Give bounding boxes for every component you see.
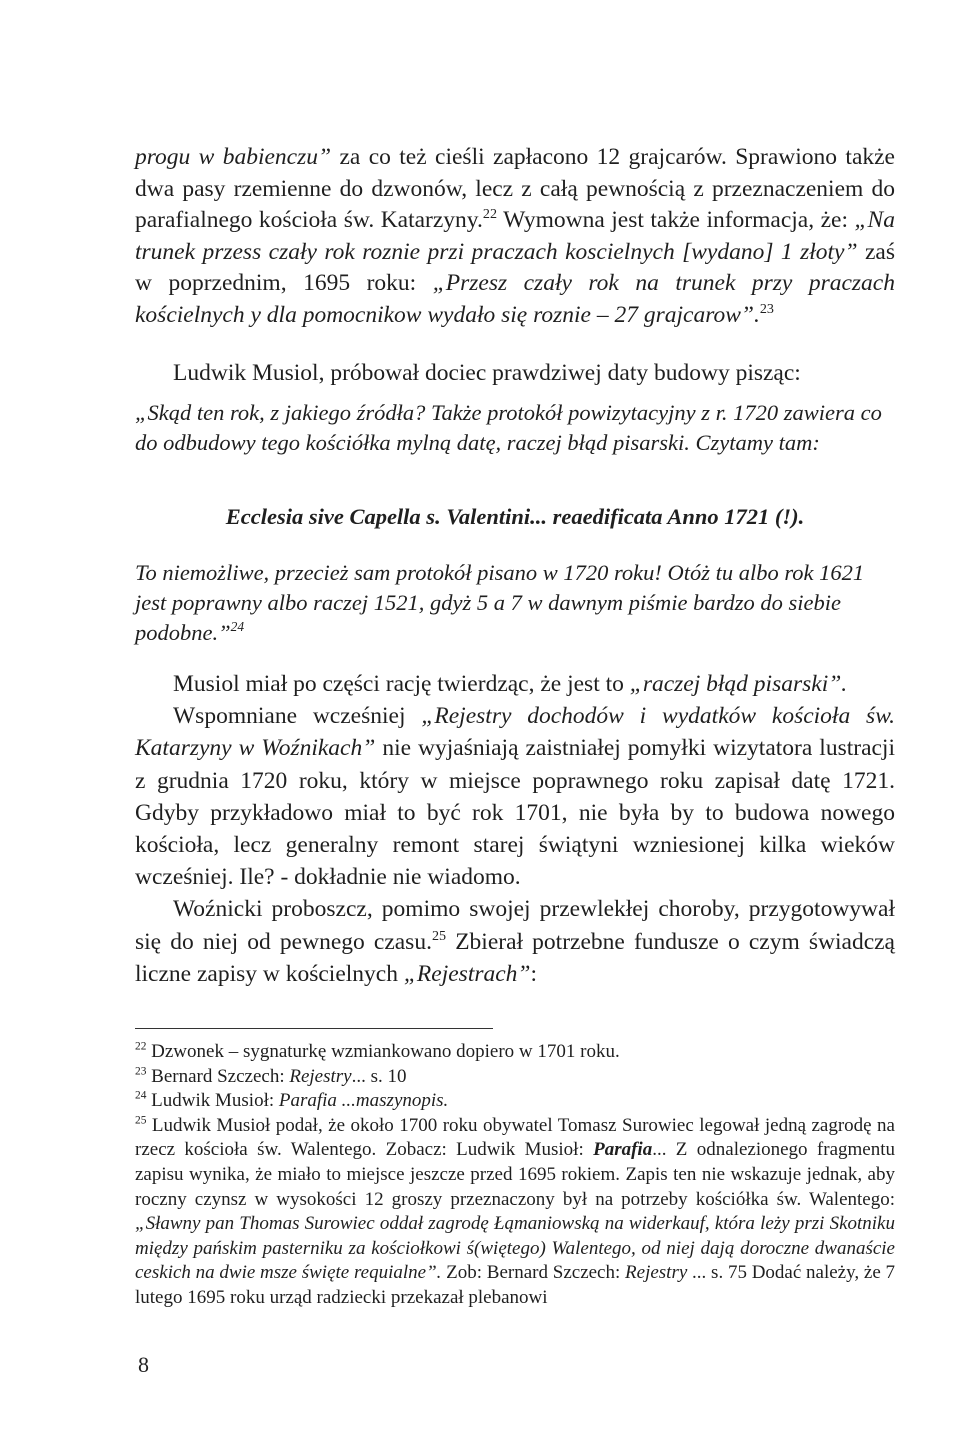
- quote-block-1: „Skąd ten rok, z jakiego źródła? Także protokół powizytacyjny z r. 1720 zawiera co do odbudowy tego kościółka mylną datę, raczej błąd pisarski. Czytamy tam:: [135, 400, 882, 455]
- text-run: Zob: Bernard Szczech:: [441, 1262, 626, 1284]
- text-run: :: [530, 960, 538, 987]
- text-run: ... s. 10: [351, 1065, 407, 1087]
- paragraph-1: [135, 142, 895, 332]
- text-run: Musiol miał po części rację twierdząc, że jest to: [173, 671, 630, 697]
- quote-block-2: [135, 558, 895, 648]
- footnote-ref: 24: [135, 1089, 147, 1102]
- text-run: Zbierał potrzebne fundusze o czym świadczą liczne zapisy w kościelnych: [135, 928, 895, 987]
- text-run: Ludwik Musioł podał, że około 1700 roku obywatel Tomasz Surowiec legował jedną zagrodę na rzecz kościoła św. Walentego. Zobacz: Ludwik Musioł:: [135, 1114, 895, 1161]
- footnote-25: [135, 1114, 895, 1311]
- text-run: Bernard Szczech:: [146, 1065, 290, 1087]
- text-run: Woźnicki proboszcz, pomimo swojej przewlekłej choroby, przygotowywał się do niej od pewnego czasu.: [135, 896, 895, 955]
- italic-text-run: „Rejestrach”: [403, 960, 531, 987]
- page-number: 8: [138, 1352, 149, 1377]
- quote-block-latin: Ecclesia sive Capella s. Valentini... reaedificata Anno 1721 (!).: [225, 504, 805, 529]
- text-run: Ludwik Musioł:: [146, 1090, 279, 1112]
- paragraph-3: [135, 668, 895, 990]
- text-run: Dzwonek – sygnaturkę wzmiankowano dopiero w 1701 roku.: [146, 1041, 620, 1062]
- paragraph-2: Ludwik Musiol, próbował dociec prawdziwej daty budowy pisząc:: [173, 360, 801, 386]
- text-run: Wspomniane wcześniej: [173, 703, 422, 730]
- italic-text-run: Rejestry: [625, 1262, 688, 1284]
- footnote-ref: 22: [135, 1040, 147, 1053]
- text-run: ... s. 75 Dodać należy, że 7 lutego 1695 roku urząd radziecki przekazał plebanowi: [135, 1262, 896, 1308]
- italic-text-run: Parafia: [593, 1139, 653, 1161]
- quote-block-2-text: To niemożliwe, przecież sam protokół pisano w 1720 roku! Otóż tu albo rok 1621 jest poprawny albo raczej 1521, gdyż 5 a 7 w dawnym piśmie bardzo do siebie podobne.”: [135, 560, 865, 645]
- italic-text-run: „Przesz czały rok na trunek przy praczach kościelnych y dla pomocnikow wydało się roznie – 27 grajcarow”.: [135, 270, 895, 328]
- footnote-22: [135, 1040, 895, 1065]
- footnote-ref: 22: [482, 206, 497, 223]
- text-run: ... Z odnalezionego fragmentu zapisu wynika, że miało to miejsce jeszcze przed 1695 rokiem. Zapis ten nie wskazuje jednak, aby roczny czynsz w wysokości 12 groszy przeznaczony był na potrzeby kościółka św. Walentego:: [135, 1139, 895, 1210]
- italic-text-run: „raczej błąd pisarski”.: [629, 671, 848, 697]
- footnote-ref-24: 24: [230, 619, 245, 635]
- italic-text-run: progu w babienczu”: [135, 144, 332, 170]
- italic-text-run: Rejestry: [289, 1065, 352, 1087]
- footnote-ref: 25: [431, 927, 447, 944]
- footnote-ref: 23: [135, 1065, 147, 1078]
- text-run: Wymowna jest także informacja, że:: [497, 207, 855, 234]
- footnote-ref: 25: [135, 1114, 147, 1127]
- italic-text-run: „Rejestry dochodów i wydatków kościoła św. Katarzyny w Woźnikach”: [135, 703, 895, 762]
- footnote-23: [135, 1065, 895, 1090]
- text-run: za co też cieśli zapłacono 12 grajcarów. Sprawiono także dwa pasy rzemienne do dzwonów, lecz z całą pewnością z przeznaczeniem do parafialnego kościoła św. Katarzyny.: [135, 144, 895, 234]
- italic-text-run: Parafia ...maszynopis.: [278, 1090, 449, 1112]
- italic-text-run: „Sławny pan Thomas Surowiec oddał zagrodę Łąmaniowską na widerkauf, która leży przi Skotniku między pańskim pasterniku za kościołkowi ś(więtego) Walentego, od niej dają doroczne dwanaście ceskich na dwie msze święte requialne”.: [135, 1213, 895, 1284]
- footnote-24: [135, 1089, 895, 1114]
- italic-text-run: „Na trunek przess czały rok roznie przi praczach koscielnych [wydano] 1 złoty”: [135, 207, 895, 265]
- text-run: zaś w poprzednim, 1695 roku:: [135, 238, 895, 297]
- footnote-ref: 23: [759, 300, 774, 317]
- text-run: nie wyjaśniają zaistniałej pomyłki wizytatora lustracji z grudnia 1720 roku, który w miejsce poprawnego roku zapisał datę 1721. Gdyby przykładowo miał to być rok 1701, nie była by to budowa nowego kościoła, lecz generalny remont starej świątyni wzniesionej kilka wieków wcześniej. Ile? - dokładnie nie wiadomo.: [135, 735, 895, 891]
- footnote-divider: [135, 1028, 493, 1029]
- footnotes: [135, 1040, 895, 1311]
